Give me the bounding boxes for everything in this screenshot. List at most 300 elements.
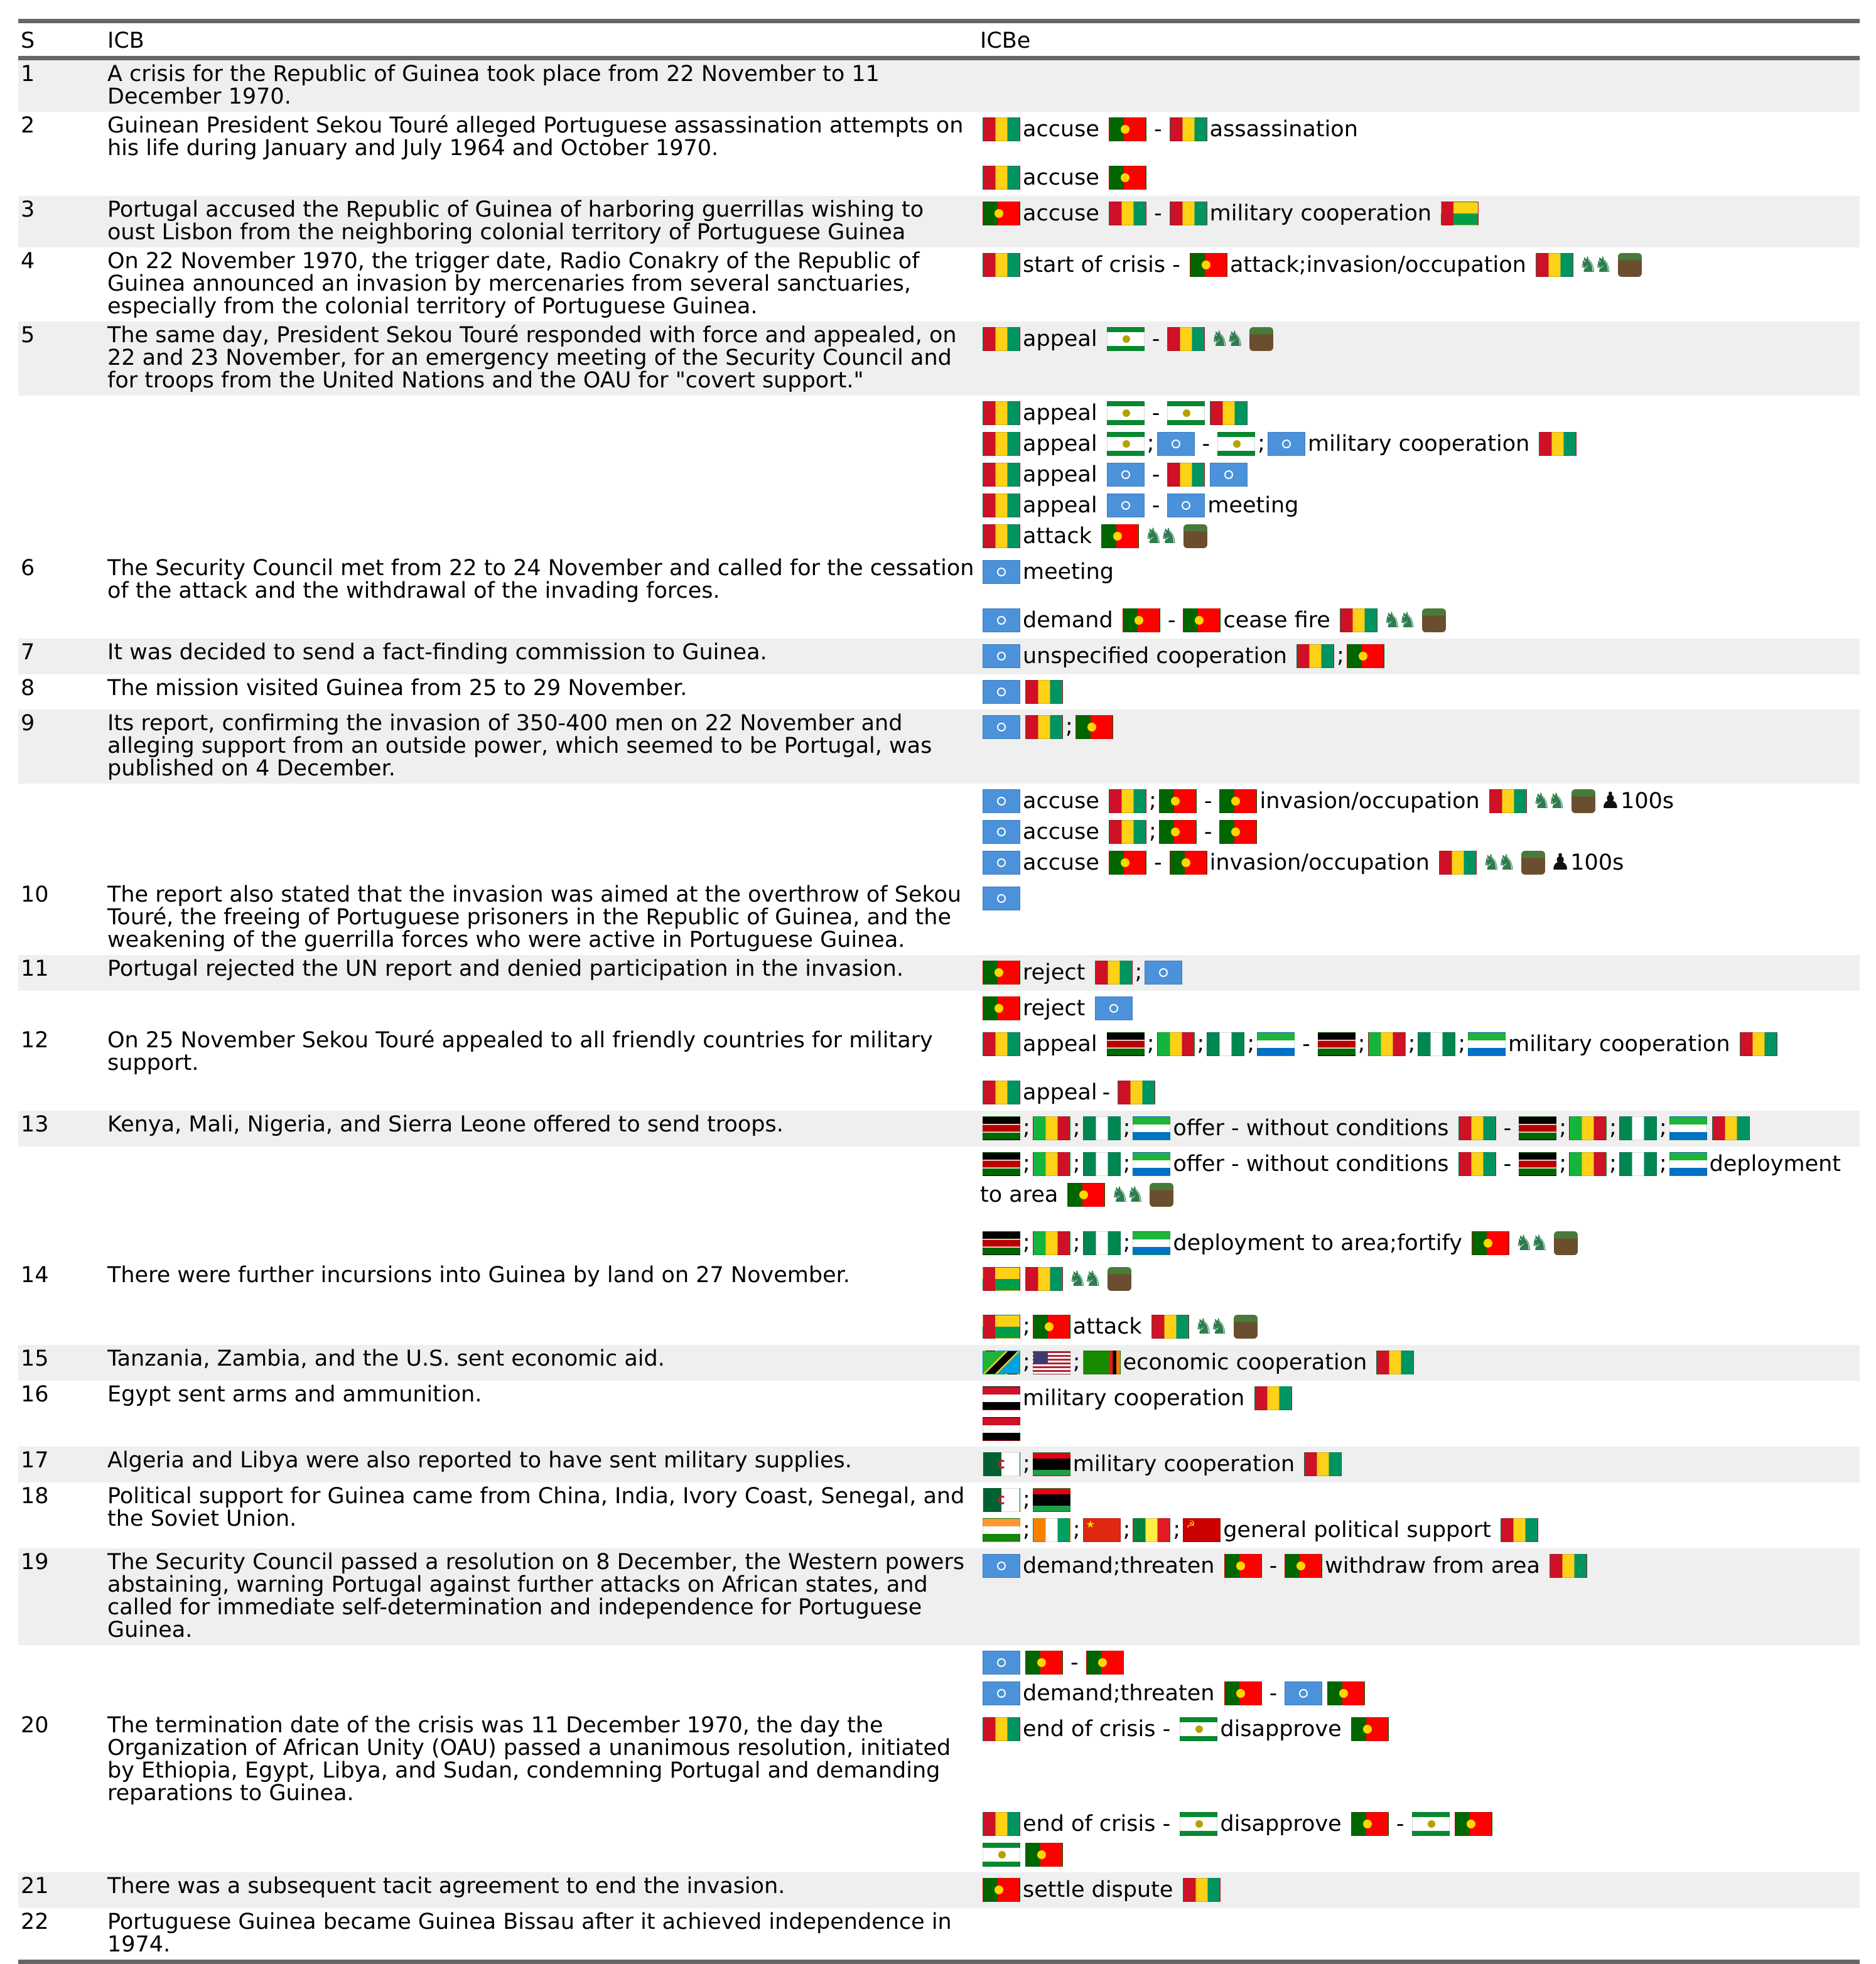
row-number (18, 1147, 105, 1261)
icbe-cell (978, 1345, 1860, 1381)
event-label: reject (1023, 960, 1086, 985)
icbe-cell (978, 1261, 1860, 1345)
land-icon (1150, 1183, 1173, 1207)
event-label: demand (1023, 608, 1113, 633)
flag-sierra-leone-icon (1468, 1032, 1506, 1056)
table-row (18, 58, 1860, 112)
icbe-event (980, 1077, 1860, 1107)
flag-guinea-icon (1550, 1554, 1587, 1578)
flag-guinea-icon (983, 166, 1020, 190)
flag-nigeria-icon (1619, 1152, 1657, 1176)
flag-un-icon (983, 820, 1020, 844)
icb-text (105, 784, 978, 881)
flag-guinea-icon (1458, 1116, 1496, 1140)
icbe-event (980, 1113, 1860, 1143)
event-label: appeal (1023, 462, 1097, 487)
icbe-cell (978, 1447, 1860, 1482)
row-number: 13 (18, 1111, 105, 1147)
event-label: military cooperation (1209, 201, 1432, 226)
land-icon (1521, 851, 1545, 875)
event-label: attack (1072, 1314, 1142, 1339)
flag-portugal-icon (1351, 1812, 1389, 1836)
table-row (18, 991, 1860, 1027)
flag-un-icon (1107, 494, 1145, 517)
flag-portugal-icon (983, 1878, 1020, 1902)
troops-icon: ♞♞ (1194, 1314, 1225, 1339)
event-label: invasion/occupation (1209, 850, 1430, 875)
flag-india-icon (983, 1518, 1020, 1542)
event-label: appeal (1023, 493, 1097, 518)
flag-algeria-icon (983, 1488, 1020, 1512)
separator: ; (1072, 1115, 1081, 1140)
event-label: appeal (1023, 1080, 1097, 1105)
flag-sierra-leone-icon (1669, 1152, 1707, 1176)
flag-guinea-icon (983, 494, 1020, 517)
flag-portugal-icon (1025, 1651, 1063, 1675)
icbe-cell (978, 196, 1860, 247)
land-icon (1571, 789, 1595, 813)
flag-portugal-icon (1025, 1843, 1063, 1867)
flag-guinea-icon (983, 401, 1020, 425)
event-label: military cooperation (1307, 431, 1530, 456)
separator: ; (1065, 714, 1073, 739)
flag-sierra-leone-icon (1133, 1152, 1170, 1176)
flag-guinea-icon (1296, 644, 1334, 668)
flag-portugal-icon (1109, 117, 1146, 141)
icbe-event (980, 605, 1860, 635)
land-icon (1249, 327, 1273, 351)
flag-un-icon (1157, 432, 1195, 456)
flag-guinea-icon (1712, 1116, 1750, 1140)
separator: ; (1337, 643, 1344, 668)
table-header-row (18, 21, 1860, 58)
flag-portugal-icon (1123, 608, 1160, 632)
table-row (18, 1447, 1860, 1482)
flag-guinea-icon (983, 117, 1020, 141)
flag-guinea-icon (1109, 820, 1146, 844)
separator: ; (1659, 1151, 1667, 1176)
icb-text: On 25 November Sekou Touré appealed to all friendly countries for military support. (107, 1028, 933, 1076)
event-label: settle dispute (1023, 1877, 1173, 1902)
flag-guinea-icon (1109, 202, 1146, 225)
separator: ; (1609, 1115, 1617, 1140)
flag-guinea-icon (1167, 327, 1205, 351)
event-label: appeal (1023, 401, 1097, 426)
icbe-event (980, 786, 1860, 816)
separator: - (1202, 431, 1210, 456)
icbe-event (980, 1485, 1860, 1514)
event-label: end of crisis - (1023, 1717, 1171, 1742)
icb-text: On 22 November 1970, the trigger date, Radio Conakry of the Republic of Guinea announced an invasion by mercenaries from several sanctuaries, especially from the colonial territory of Portuguese Guinea. (107, 249, 920, 319)
row-number: 11 (18, 955, 105, 991)
icbe-event (980, 641, 1860, 671)
flag-oau-icon (983, 1843, 1020, 1867)
table-row (18, 639, 1860, 674)
separator: - (1151, 493, 1160, 518)
flag-algeria-icon (983, 1452, 1020, 1476)
flag-guinea-icon (1489, 789, 1527, 813)
event-label: disapprove (1220, 1811, 1342, 1837)
icbe-event (980, 1149, 1860, 1179)
flag-guinea-bissau-icon (983, 1267, 1020, 1291)
troops-icon: ♞♞ (1210, 326, 1241, 352)
row-number: 3 (18, 196, 105, 247)
separator: ; (1123, 1230, 1131, 1255)
flag-guinea-icon (1118, 1081, 1155, 1104)
event-label: accuse (1023, 165, 1099, 190)
icbe-cell (978, 881, 1860, 955)
separator: ; (1023, 1349, 1030, 1374)
event-label: 100s (1620, 789, 1674, 814)
separator: ; (1023, 1487, 1030, 1512)
icb-text: The mission visited Guinea from 25 to 29 November. (107, 676, 687, 701)
row-number: 14 (21, 1263, 49, 1288)
separator: ; (1149, 819, 1156, 844)
icbe-event (980, 1714, 1860, 1744)
flag-mali-icon (1033, 1231, 1070, 1255)
icbe-event (980, 1029, 1860, 1059)
icbe-event (980, 993, 1860, 1023)
flag-guinea-icon (1183, 1878, 1221, 1902)
separator: - (1396, 1811, 1404, 1837)
icbe-event (980, 1551, 1860, 1580)
flag-guinea-icon (1025, 680, 1063, 704)
flag-portugal-icon (1327, 1681, 1365, 1705)
separator: ; (1357, 1031, 1366, 1056)
event-label: end of crisis - (1023, 1811, 1171, 1837)
flag-kenya-icon (1107, 1032, 1145, 1056)
flag-mali-icon (1157, 1032, 1195, 1056)
event-label: demand;threaten (1023, 1553, 1215, 1578)
separator: - (1070, 1650, 1079, 1675)
flag-un-icon (983, 608, 1020, 632)
icbe-cell (978, 710, 1860, 784)
flag-portugal-icon (1101, 524, 1139, 548)
land-icon (1183, 524, 1207, 548)
separator: ; (1123, 1115, 1131, 1140)
table-row (18, 1482, 1860, 1548)
separator: ; (1072, 1151, 1081, 1176)
flag-oau-icon (1167, 401, 1205, 425)
table-row (18, 710, 1860, 784)
land-icon (1618, 253, 1642, 277)
icbe-cell (978, 1645, 1860, 1712)
icbe-event (980, 1648, 1860, 1677)
separator: ; (1659, 1115, 1667, 1140)
icb-text (105, 396, 978, 554)
icbe-event (980, 198, 1860, 228)
event-label: cease fire (1223, 608, 1330, 633)
row-number: 9 (18, 710, 105, 784)
flag-portugal-icon (1224, 1554, 1262, 1578)
table-row (18, 1872, 1860, 1908)
flag-oau-icon (1107, 432, 1145, 456)
icb-text: Kenya, Mali, Nigeria, and Sierra Leone offered to send troops. (105, 1111, 978, 1147)
icbe-event (980, 677, 1860, 706)
separator: - (1269, 1553, 1278, 1578)
flag-kenya-icon (1519, 1152, 1556, 1176)
row-number: 10 (21, 882, 49, 907)
icbe-event (980, 1809, 1860, 1838)
separator: - (1269, 1681, 1278, 1706)
icbe-event (980, 1312, 1860, 1341)
icbe-event (980, 1678, 1860, 1708)
icbe-event (980, 1515, 1860, 1545)
icbe-cell (978, 1482, 1860, 1548)
icbe-cell (978, 247, 1860, 321)
icbe-event (980, 114, 1860, 144)
crisis-event-table (18, 19, 1860, 1964)
flag-china-icon (1083, 1518, 1121, 1542)
flag-guinea-icon (1304, 1452, 1342, 1476)
icbe-cell (978, 1147, 1860, 1261)
flag-portugal-icon (1347, 644, 1384, 668)
flag-guinea-icon (1170, 117, 1207, 141)
flag-egypt-icon (983, 1417, 1020, 1441)
flag-guinea-icon (1210, 401, 1248, 425)
flag-portugal-icon (1219, 789, 1257, 813)
flag-un-icon (1167, 494, 1205, 517)
flag-guinea-icon (1740, 1032, 1777, 1056)
row-number (18, 991, 105, 1027)
icb-text (105, 991, 978, 1027)
icbe-cell (978, 1548, 1860, 1645)
icbe-event (980, 1228, 1860, 1258)
event-label: accuse (1023, 117, 1099, 142)
flag-usa-icon (1033, 1351, 1070, 1374)
flag-kenya-icon (983, 1116, 1020, 1140)
icbe-cell (978, 1027, 1860, 1111)
land-icon (1234, 1315, 1258, 1339)
icb-text: The Security Council passed a resolution on 8 December, the Western powers abstaining, warning Portugal against further attacks on African states, and called for immediate self-determination and independence for Portuguese Guinea. (105, 1548, 978, 1645)
table-row (18, 1381, 1860, 1447)
icbe-cell (978, 991, 1860, 1027)
table-row (18, 396, 1860, 554)
icbe-event (980, 958, 1860, 987)
row-number: 15 (18, 1345, 105, 1381)
land-icon (1108, 1267, 1131, 1291)
flag-oau-icon (1107, 401, 1145, 425)
row-number: 18 (21, 1484, 49, 1509)
header-icbe: ICBe (978, 21, 1860, 58)
row-number: 2 (21, 113, 35, 138)
flag-sierra-leone-icon (1257, 1032, 1295, 1056)
icbe-event (980, 1840, 1860, 1869)
separator: ; (1023, 1115, 1030, 1140)
table-row (18, 881, 1860, 955)
row-number: 17 (18, 1447, 105, 1482)
separator: ; (1609, 1151, 1617, 1176)
separator: ; (1197, 1031, 1205, 1056)
icbe-event (980, 521, 1860, 551)
flag-oau-icon (1412, 1812, 1450, 1836)
flag-oau-icon (1180, 1717, 1217, 1741)
icb-text: Its report, confirming the invasion of 350-400 men on 22 November and alleging support from an outside power, which seemed to be Portugal, was published on 4 December. (105, 710, 978, 784)
icb-text: There was a subsequent tacit agreement to end the invasion. (105, 1872, 978, 1908)
separator: ; (1072, 1517, 1081, 1542)
flag-guinea-icon (1151, 1315, 1189, 1339)
event-label: meeting (1023, 559, 1114, 585)
event-label: invasion/occupation (1259, 789, 1480, 814)
flag-mali-icon (1033, 1152, 1070, 1176)
flag-guinea-icon (1170, 202, 1207, 225)
icbe-cell (978, 321, 1860, 396)
icbe-cell (978, 1872, 1860, 1908)
table-row (18, 247, 1860, 321)
icbe-event (980, 324, 1860, 353)
row-number: 4 (21, 249, 35, 274)
icbe-cell (978, 1111, 1860, 1147)
flag-un-icon (1145, 961, 1182, 985)
icbe-cell (978, 639, 1860, 674)
event-label: withdraw from area (1325, 1553, 1540, 1578)
flag-mali-icon (1033, 1116, 1070, 1140)
table-row (18, 1027, 1860, 1111)
row-number (18, 396, 105, 554)
separator: - (1154, 201, 1162, 226)
separator: - (1154, 850, 1162, 875)
flag-un-icon (983, 887, 1020, 910)
row-number: 6 (21, 556, 35, 581)
flag-portugal-icon (1159, 789, 1197, 813)
event-label: attack (1023, 524, 1092, 549)
troops-icon: ♞♞ (1482, 850, 1512, 875)
separator: ; (1072, 1230, 1081, 1255)
separator: - (1102, 1080, 1111, 1105)
flag-guinea-icon (983, 253, 1020, 277)
separator: ; (1559, 1115, 1567, 1140)
troops-icon: ♞♞ (1578, 252, 1609, 278)
flag-oau-icon (1217, 432, 1255, 456)
flag-portugal-icon (1351, 1717, 1389, 1741)
event-label: accuse (1023, 819, 1099, 844)
icb-text: Algeria and Libya were also reported to have sent military supplies. (105, 1447, 978, 1482)
table-row (18, 955, 1860, 991)
separator: - (1167, 608, 1176, 633)
icbe-event (980, 1875, 1860, 1904)
flag-guinea-icon (1536, 253, 1573, 277)
table-row (18, 1908, 1860, 1962)
icb-text: Portuguese Guinea became Guinea Bissau after it achieved independence in 1974. (105, 1908, 978, 1962)
icbe-event (980, 490, 1860, 520)
icbe-cell (978, 674, 1860, 710)
flag-un-icon (983, 789, 1020, 813)
separator: - (1503, 1152, 1512, 1177)
flag-libya-icon (1033, 1452, 1070, 1476)
icb-text: The termination date of the crisis was 11 December 1970, the day the Organization of African Unity (OAU) passed a unanimous resolution, initiated by Ethiopia, Egypt, Libya, and Sudan, condemning Portugal and demanding reparations to Guinea. (107, 1713, 951, 1806)
flag-guinea-icon (1340, 608, 1377, 632)
flag-portugal-icon (1190, 253, 1227, 277)
troops-icon: ♞♞ (1068, 1266, 1099, 1292)
icb-text: Portugal accused the Republic of Guinea of harboring guerrillas wishing to oust Lisbon from the neighboring colonial territory of Portuguese Guinea (105, 196, 978, 247)
event-label: military cooperation (1023, 1386, 1245, 1411)
flag-portugal-icon (1183, 608, 1221, 632)
separator: ; (1149, 788, 1156, 813)
flag-nigeria-icon (1083, 1231, 1121, 1255)
flag-guinea-icon (1109, 789, 1146, 813)
icbe-cell (978, 554, 1860, 639)
icbe-event (980, 848, 1860, 877)
separator: ; (1173, 1517, 1181, 1542)
table-row (18, 1645, 1860, 1712)
separator: - (1151, 462, 1160, 487)
header-icb: ICB (105, 21, 978, 58)
flag-oau-icon (1107, 327, 1145, 351)
icb-text: Political support for Guinea came from China, India, Ivory Coast, Senegal, and the Soviet Union. (107, 1484, 965, 1531)
separator: - (1204, 819, 1212, 844)
row-number: 1 (18, 58, 105, 112)
icb-text: Guinean President Sekou Touré alleged Portuguese assassination attempts on his life during January and July 1964 and October 1970. (107, 113, 964, 161)
land-icon (1554, 1231, 1578, 1255)
separator: ; (1258, 431, 1265, 456)
crisis-table-container (18, 19, 1860, 1964)
flag-guinea-icon (983, 1081, 1020, 1104)
separator: ; (1123, 1517, 1131, 1542)
flag-ivory-coast-icon (1033, 1518, 1070, 1542)
flag-un-icon (983, 1651, 1020, 1675)
separator: ; (1023, 1230, 1030, 1255)
flag-mali-icon (1569, 1152, 1607, 1176)
flag-libya-icon (1033, 1488, 1070, 1512)
event-label: to area (980, 1182, 1059, 1207)
flag-sierra-leone-icon (1133, 1116, 1170, 1140)
icbe-cell (978, 58, 1860, 112)
flag-nigeria-icon (1418, 1032, 1455, 1056)
icb-text: The report also stated that the invasion was aimed at the overthrow of Sekou Touré, the freeing of Portuguese prisoners in the Republic of Guinea, and the weakening of the guerrilla forces who were active in Portuguese Guinea. (107, 882, 962, 952)
troops-icon: ♞♞ (1110, 1182, 1141, 1207)
event-label: appeal (1023, 326, 1097, 352)
icbe-cell (978, 955, 1860, 991)
flag-un-icon (983, 560, 1020, 584)
event-label: 100s (1570, 850, 1624, 875)
flag-un-icon (1210, 463, 1248, 487)
icbe-event (980, 817, 1860, 846)
flag-nigeria-icon (1083, 1116, 1121, 1140)
event-label: appeal (1023, 1032, 1097, 1057)
flag-portugal-icon (1033, 1315, 1070, 1339)
flag-portugal-icon (983, 961, 1020, 985)
icbe-event (980, 429, 1860, 458)
flag-portugal-icon (1075, 715, 1113, 739)
icbe-event (980, 557, 1860, 586)
icb-text: The Security Council met from 22 to 24 November and called for the cessation of the attack and the withdrawal of the invading forces. (107, 556, 974, 603)
flag-portugal-icon (1086, 1651, 1124, 1675)
row-number: 8 (21, 676, 35, 701)
flag-un-icon (1107, 463, 1145, 487)
separator: ; (1247, 1031, 1255, 1056)
table-row (18, 1111, 1860, 1147)
separator: - (1154, 117, 1162, 142)
row-number: 5 (18, 321, 105, 396)
event-label: unspecified cooperation (1023, 644, 1287, 669)
flag-portugal-icon (983, 202, 1020, 225)
icbe-cell (978, 1712, 1860, 1872)
flag-sierra-leone-icon (1133, 1231, 1170, 1255)
flag-un-icon (1285, 1681, 1322, 1705)
icbe-event (980, 1414, 1860, 1443)
flag-mali-icon (1569, 1116, 1607, 1140)
event-label: meeting (1207, 493, 1299, 518)
flag-guinea-icon (983, 1032, 1020, 1056)
icbe-event (980, 1383, 1860, 1413)
icbe-event-continued (980, 1180, 1860, 1209)
event-label: attack;invasion/occupation (1229, 252, 1526, 278)
flag-guinea-icon (983, 432, 1020, 456)
event-label: offer - without conditions (1173, 1152, 1449, 1177)
row-number (18, 784, 105, 881)
flag-un-icon (983, 851, 1020, 875)
row-number: 20 (21, 1713, 49, 1738)
